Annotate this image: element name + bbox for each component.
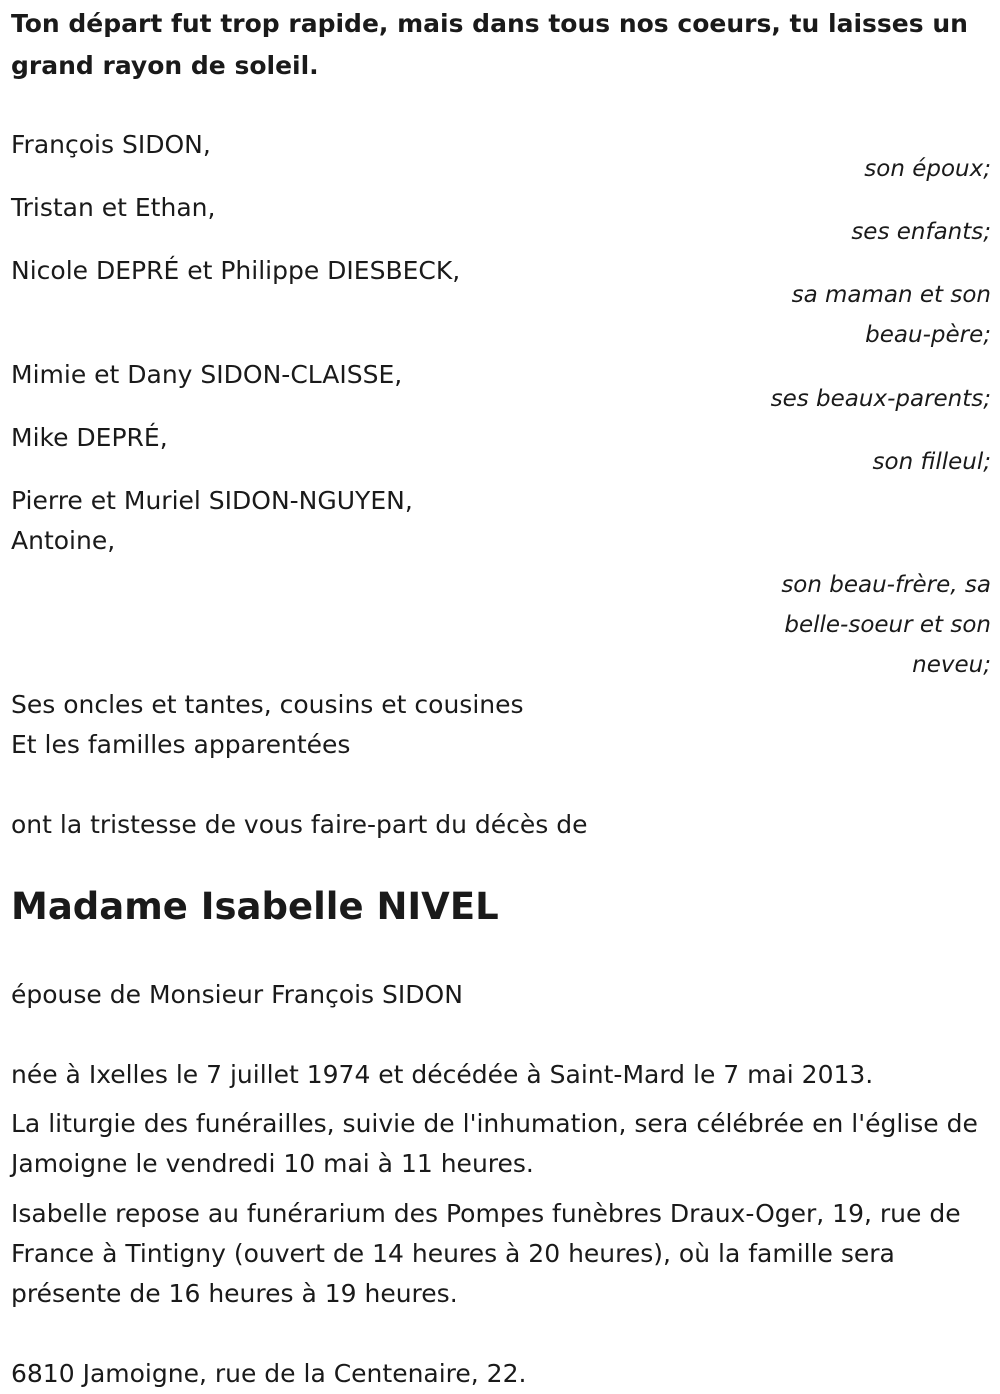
- family-member-name: François SIDON,: [11, 130, 211, 159]
- family-relation: ses enfants;: [851, 219, 991, 245]
- family-entry: [11, 418, 991, 482]
- family-entry: [11, 188, 991, 252]
- visitation-details: Isabelle repose au funérarium des Pompes funèbres Draux-Oger, 19, rue de France à Tintigny (ouvert de 14 heures à 20 heures), où la famille sera présente de 16 heures à 19 heures.: [11, 1199, 961, 1308]
- family-entry: [11, 355, 991, 419]
- family-relation: son filleul;: [872, 449, 991, 475]
- spouse-line: épouse de Monsieur François SIDON: [11, 980, 463, 1009]
- obituary-notice: [11, 3, 991, 1394]
- family-member-name: Nicole DEPRÉ et Philippe DIESBECK,: [11, 256, 461, 285]
- family-member-name: Pierre et Muriel SIDON-NGUYEN,: [11, 486, 413, 515]
- family-relation: ses beaux-parents;: [770, 386, 991, 412]
- memorial-quote: Ton départ fut trop rapide, mais dans tous nos coeurs, tu laisses un grand rayon de soleil.: [11, 9, 968, 80]
- family-entry: [11, 125, 991, 189]
- family-relation: sa maman et son beau-père;: [791, 282, 991, 348]
- family-member-name: Antoine,: [11, 526, 116, 555]
- family-member-name: Mike DEPRÉ,: [11, 423, 168, 452]
- family-entry: [11, 481, 991, 685]
- family-member-name: Mimie et Dany SIDON-CLAISSE,: [11, 360, 403, 389]
- family-relation: son époux;: [864, 156, 991, 182]
- family-entry: [11, 251, 991, 355]
- family-relation: son beau-frère, sa belle-soeur et son neveu;: [781, 572, 991, 678]
- announcement-text: ont la tristesse de vous faire-part du décès de: [11, 810, 588, 839]
- birth-death-line: née à Ixelles le 7 juillet 1974 et décédée à Saint-Mard le 7 mai 2013.: [11, 1060, 874, 1089]
- relatives-line: Ses oncles et tantes, cousins et cousines: [11, 690, 524, 719]
- deceased-name: Madame Isabelle NIVEL: [11, 885, 499, 928]
- family-address: 6810 Jamoigne, rue de la Centenaire, 22.: [11, 1359, 527, 1388]
- relatives-line: Et les familles apparentées: [11, 730, 351, 759]
- family-member-name: Tristan et Ethan,: [11, 193, 216, 222]
- funeral-details: La liturgie des funérailles, suivie de l'inhumation, sera célébrée en l'église de Jamoigne le vendredi 10 mai à 11 heures.: [11, 1109, 978, 1178]
